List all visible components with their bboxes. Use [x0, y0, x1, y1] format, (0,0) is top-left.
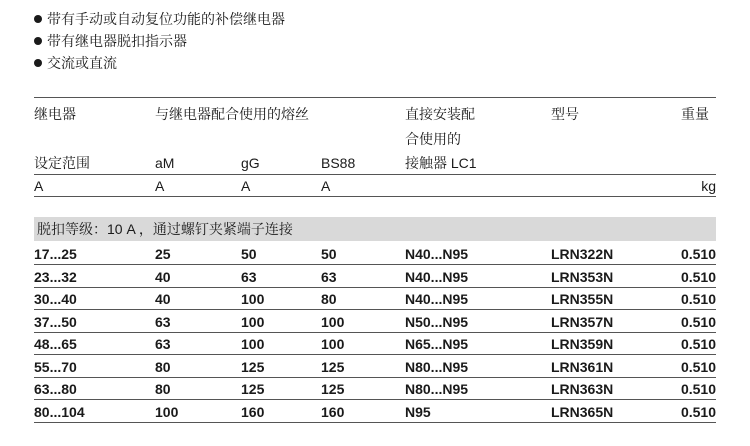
cell-weight: 0.510	[680, 358, 716, 375]
cell-weight: 0.510	[680, 403, 716, 420]
cell-am: 25	[155, 246, 171, 262]
table-row	[34, 333, 716, 355]
header-fuse-group: 与继电器配合使用的熔丝	[155, 106, 309, 122]
cell-bs88: 125	[321, 358, 345, 375]
feature-text: 带有手动或自动复位功能的补偿继电器	[47, 11, 285, 27]
cell-bs88: 100	[321, 313, 345, 330]
cell-gg: 63	[241, 268, 257, 285]
header-rule	[34, 174, 716, 175]
cell-model: LRN361N	[551, 358, 614, 375]
cell-contactor: N65...N95	[405, 336, 469, 352]
cell-am: 63	[155, 313, 171, 330]
cell-range: 30...40	[34, 291, 77, 307]
cell-model: LRN322N	[551, 246, 614, 262]
units-rule	[34, 196, 716, 197]
cell-bs88: 125	[321, 381, 345, 397]
cell-weight: 0.510	[680, 291, 716, 307]
cell-model: LRN355N	[551, 291, 614, 307]
header-contactor-line1: 直接安装配	[405, 106, 475, 122]
cell-contactor: N50...N95	[405, 313, 469, 330]
bullet-icon	[34, 59, 42, 67]
cell-weight: 0.510	[680, 336, 716, 352]
section-title: 脱扣等级：10 A ，通过螺钉夹紧端子连接	[34, 217, 716, 241]
cell-gg: 100	[241, 313, 265, 330]
cell-gg: 50	[241, 246, 257, 262]
cell-am: 40	[155, 291, 171, 307]
cell-model: LRN357N	[551, 313, 614, 330]
header-bs88: BS88	[321, 155, 356, 171]
cell-am: 63	[155, 336, 171, 352]
cell-am: 80	[155, 381, 171, 397]
cell-model: LRN365N	[551, 403, 614, 420]
cell-am: 80	[155, 358, 171, 375]
header-am: aM	[155, 155, 175, 171]
cell-bs88: 100	[321, 336, 345, 352]
cell-gg: 125	[241, 381, 265, 397]
cell-range: 23...32	[34, 268, 77, 285]
cell-contactor: N80...N95	[405, 358, 469, 375]
bullet-icon	[34, 37, 42, 45]
cell-range: 63...80	[34, 381, 77, 397]
cell-contactor: N95	[405, 403, 431, 420]
cell-weight: 0.510	[680, 246, 716, 262]
cell-range: 80...104	[34, 403, 85, 420]
cell-weight: 0.510	[680, 381, 716, 397]
cell-gg: 160	[241, 403, 265, 420]
cell-contactor: N40...N95	[405, 291, 469, 307]
table-row	[34, 378, 716, 400]
unit-range: A	[34, 178, 44, 194]
cell-weight: 0.510	[680, 268, 716, 285]
cell-bs88: 80	[321, 291, 337, 307]
header-contactor-line2: 合使用的	[405, 131, 461, 147]
header-setting-range: 设定范围	[34, 155, 90, 171]
cell-contactor: N40...N95	[405, 268, 469, 285]
table-top-rule	[34, 97, 716, 98]
cell-range: 17...25	[34, 246, 77, 262]
table-row	[34, 311, 716, 333]
cell-gg: 100	[241, 336, 265, 352]
cell-gg: 125	[241, 358, 265, 375]
table-row	[34, 266, 716, 288]
unit-gg: A	[241, 178, 251, 194]
header-relay: 继电器	[34, 106, 76, 122]
unit-am: A	[155, 178, 165, 194]
cell-am: 40	[155, 268, 171, 285]
table-row	[34, 243, 716, 265]
cell-contactor: N40...N95	[405, 246, 469, 262]
cell-bs88: 50	[321, 246, 337, 262]
cell-bs88: 63	[321, 268, 337, 285]
feature-text: 带有继电器脱扣指示器	[47, 33, 187, 49]
table-row	[34, 401, 716, 423]
feature-item	[34, 30, 285, 52]
table-row	[34, 356, 716, 378]
feature-item	[34, 52, 285, 74]
unit-weight: kg	[701, 178, 716, 194]
header-contactor-line3: 接触器 LC1	[405, 155, 477, 171]
cell-model: LRN359N	[551, 336, 614, 352]
feature-list	[34, 8, 285, 74]
header-model: 型号	[551, 106, 579, 122]
cell-range: 48...65	[34, 336, 77, 352]
cell-am: 100	[155, 403, 179, 420]
cell-contactor: N80...N95	[405, 381, 469, 397]
cell-model: LRN353N	[551, 268, 614, 285]
feature-text: 交流或直流	[47, 55, 117, 71]
header-weight: 重量	[681, 106, 709, 122]
header-gg: gG	[241, 155, 260, 171]
table-row	[34, 288, 716, 310]
unit-bs88: A	[321, 178, 331, 194]
cell-range: 55...70	[34, 358, 77, 375]
cell-bs88: 160	[321, 403, 345, 420]
cell-model: LRN363N	[551, 381, 614, 397]
feature-item	[34, 8, 285, 30]
cell-gg: 100	[241, 291, 265, 307]
bullet-icon	[34, 15, 42, 23]
cell-range: 37...50	[34, 313, 77, 330]
cell-weight: 0.510	[680, 313, 716, 330]
